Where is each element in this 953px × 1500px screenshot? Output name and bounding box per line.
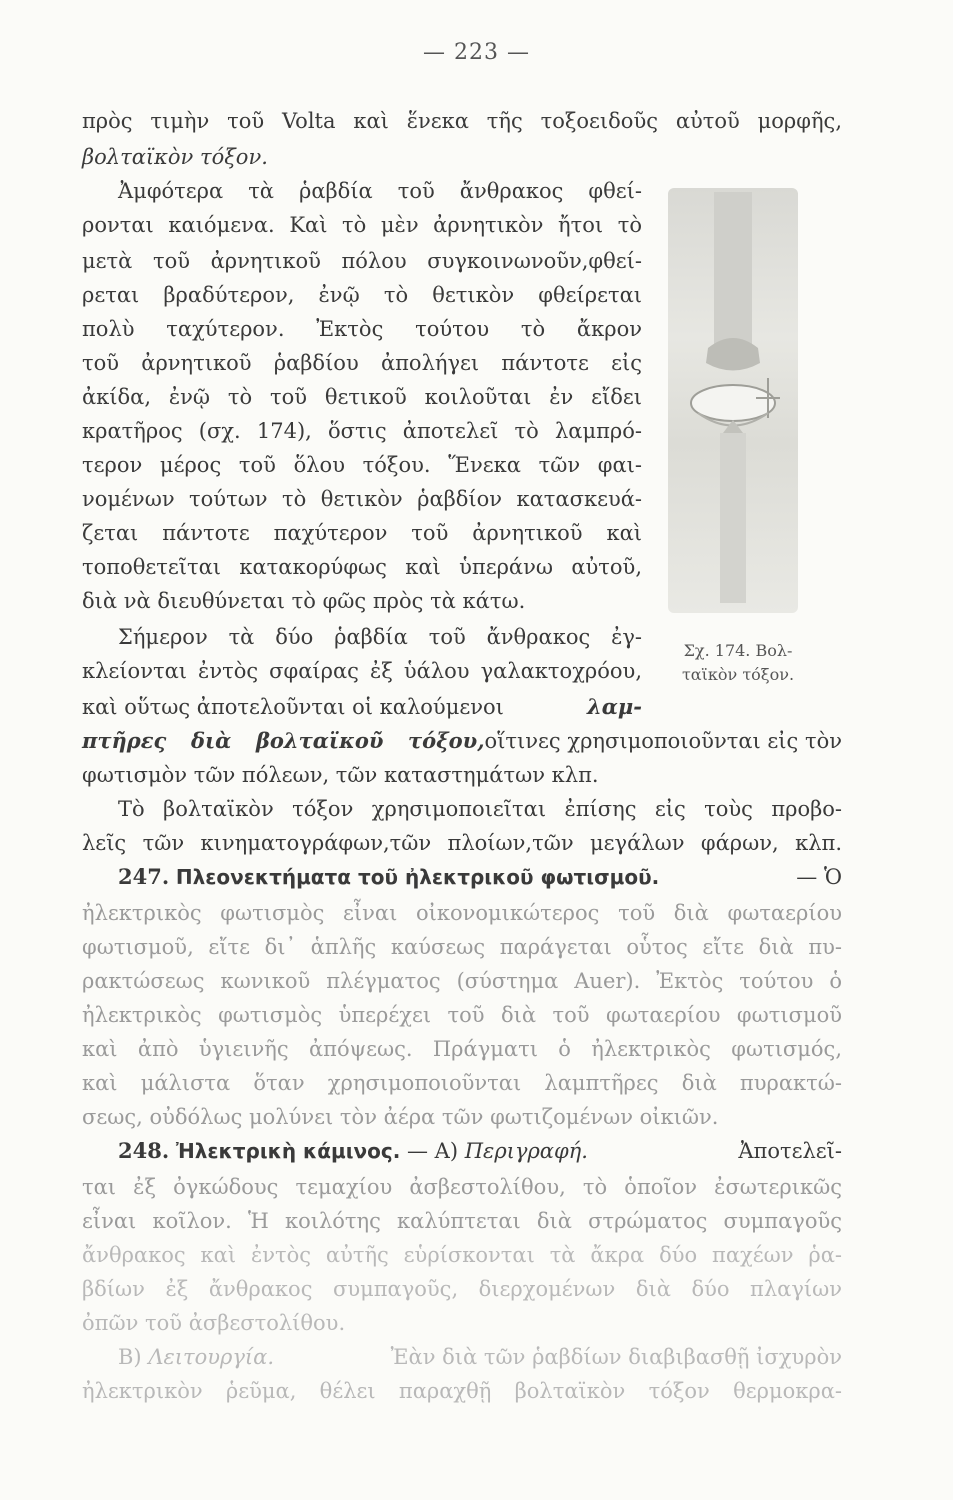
text-span: Ἐὰν διὰ τῶν ῥαβδίων διαβιβασθῇ ἰσχυρὸν	[390, 1345, 842, 1369]
text-line	[118, 1340, 842, 1374]
text-line: τοποθετεῖται κατακορύφως καὶ ὑπεράνω αὐτοῦ,	[82, 555, 642, 579]
text-line: Τὸ βολταϊκὸν τόξον χρησιμοποιεῖται ἐπίσης εἰς τοὺς προβο-	[118, 797, 842, 821]
section-title: Πλεονεκτήματα τοῦ ἠλεκτρικοῦ φωτισμοῦ.	[175, 865, 660, 889]
text-line: εἶναι κοῖλον. Ἡ κοιλότης καλύπτεται διὰ στρώματος συμπαγοῦς	[82, 1209, 842, 1233]
text-line: ρακτώσεως κωνικοῦ πλέγματος (σύστημα Auer). Ἐκτὸς τούτου ὁ	[82, 969, 842, 993]
text-line: Σήμερον τὰ δύο ῥαβδία τοῦ ἄνθρακος ἐγ-	[118, 625, 642, 649]
text-line: καὶ ἀπὸ ὑγιεινῆς ἀπόψεως. Πράγματι ὁ ἠλεκτρικὸς φωτισμός,	[82, 1037, 842, 1061]
text-line: ται ἐξ ὀγκώδους τεμαχίου ἀσβεστολίθου, τὸ ὁποῖον ἐσωτερικῶς	[82, 1175, 842, 1199]
text-span: καὶ οὕτως ἀποτελοῦνται οἱ καλούμενοι	[82, 695, 504, 719]
text-line: ἠλεκτρικὸς φωτισμὸς εἶναι οἰκονομικώτερος τοῦ διὰ φωταερίου	[82, 901, 842, 925]
figure-caption: Σχ. 174. Βολ-	[683, 641, 793, 660]
section-number: 248.	[118, 1138, 170, 1163]
subsection-title: Περιγραφή.	[464, 1139, 588, 1163]
text-line: καὶ μάλιστα ὅταν χρησιμοποιοῦνται λαμπτῆρες διὰ πυρακτώ-	[82, 1071, 842, 1095]
text-line: τοῦ ἀρνητικοῦ ῥαβδίου ἀπολήγει πάντοτε εἰς	[82, 351, 642, 375]
text-span: — Ὁ	[796, 865, 842, 889]
term-bold-italic: πτῆρες διὰ βολταϊκοῦ τόξου,	[82, 728, 485, 753]
text-line: βολταϊκὸν τόξον.	[82, 145, 268, 169]
text-line: ἠλεκτρικὸν ῥεῦμα, θέλει παραχθῇ βολταϊκὸν τόξον θερμοκρα-	[82, 1379, 842, 1403]
text-span: — Α)	[407, 1139, 459, 1163]
text-line: ρονται καιόμενα. Καὶ τὸ μὲν ἀρνητικὸν ἤτοι τὸ	[82, 213, 642, 237]
text-line: ζεται πάντοτε παχύτερον τοῦ ἀρνητικοῦ καὶ	[82, 521, 642, 545]
text-line: σεως, οὐδόλως μολύνει τὸν ἀέρα τῶν φωτιζομένων οἰκιῶν.	[82, 1105, 719, 1129]
term-bold-italic: λαμ-	[587, 694, 642, 719]
text-line: φωτισμοῦ, εἴτε δι᾿ ἁπλῆς καύσεως παράγεται οὗτος εἴτε διὰ πυ-	[82, 935, 842, 959]
voltaic-arc-photo-icon	[668, 188, 798, 613]
text-line	[82, 724, 842, 758]
text-line: πολὺ ταχύτερον. Ἐκτὸς τούτου τὸ ἄκρον	[82, 317, 642, 341]
text-line	[82, 690, 642, 724]
text-line: φωτισμὸν τῶν πόλεων, τῶν καταστημάτων κλπ.	[82, 763, 599, 787]
subsection-title: Λειτουργία.	[148, 1345, 274, 1369]
section-heading-248	[118, 1134, 842, 1168]
figure-caption: ταϊκὸν τόξον.	[681, 665, 795, 684]
text-line: μετὰ τοῦ ἀρνητικοῦ πόλου συγκοινωνοῦν,φθεί-	[82, 249, 642, 273]
text-span: Β)	[118, 1345, 142, 1369]
text-line: κλείονται ἐντὸς σφαίρας ἐξ ὑάλου γαλακτοχρόου,	[82, 659, 642, 683]
section-title: Ἠλεκτρικὴ κάμινος.	[175, 1139, 401, 1163]
text-span: οἵτινες χρησιμοποιοῦνται εἰς τὸν	[484, 729, 842, 753]
text-line: βδίων ἐξ ἄνθρακος συμπαγοῦς, διερχομένων διὰ δύο πλαγίων	[82, 1277, 842, 1301]
text-line: πρὸς τιμὴν τοῦ Volta καὶ ἕνεκα τῆς τοξοειδοῦς αὐτοῦ μορφῆς,	[82, 109, 842, 133]
text-line: Ἀμφότερα τὰ ῥαβδία τοῦ ἄνθρακος φθεί-	[118, 179, 642, 203]
text-line: τερον μέρος τοῦ ὅλου τόξου. Ἕνεκα τῶν φαι-	[82, 453, 642, 477]
text-line: ἀκίδα, ἐνῷ τὸ τοῦ θετικοῦ κοιλοῦται ἐν εἴδει	[82, 385, 642, 409]
text-line: ἄνθρακος καὶ ἐντὸς αὐτῆς εὑρίσκονται τὰ ἄκρα δύο παχέων ῥα-	[82, 1243, 842, 1267]
page-number: — 223 —	[423, 40, 530, 65]
text-line: διὰ νὰ διευθύνεται τὸ φῶς πρὸς τὰ κάτω.	[82, 589, 526, 613]
section-number: 247.	[118, 864, 170, 889]
text-line: νομένων τούτων τὸ θετικὸν ῥαβδίον κατασκευά-	[82, 487, 642, 511]
text-line: ὀπῶν τοῦ ἀσβεστολίθου.	[82, 1311, 346, 1335]
section-heading-247	[118, 860, 842, 894]
text-line: ἠλεκτρικὸς φωτισμὸς ὑπερέχει τοῦ διὰ τοῦ φωταερίου φωτισμοῦ	[82, 1003, 842, 1027]
text-span: Ἀποτελεῖ-	[738, 1139, 842, 1163]
text-line: ρεται βραδύτερον, ἐνῷ τὸ θετικὸν φθείρεται	[82, 283, 642, 307]
text-line: λεῖς τῶν κινηματογράφων,τῶν πλοίων,τῶν μεγάλων φάρων, κλπ.	[82, 831, 842, 855]
text-line: κρατῆρος (σχ. 174), ὅστις ἀποτελεῖ τὸ λαμπρό-	[82, 419, 642, 443]
